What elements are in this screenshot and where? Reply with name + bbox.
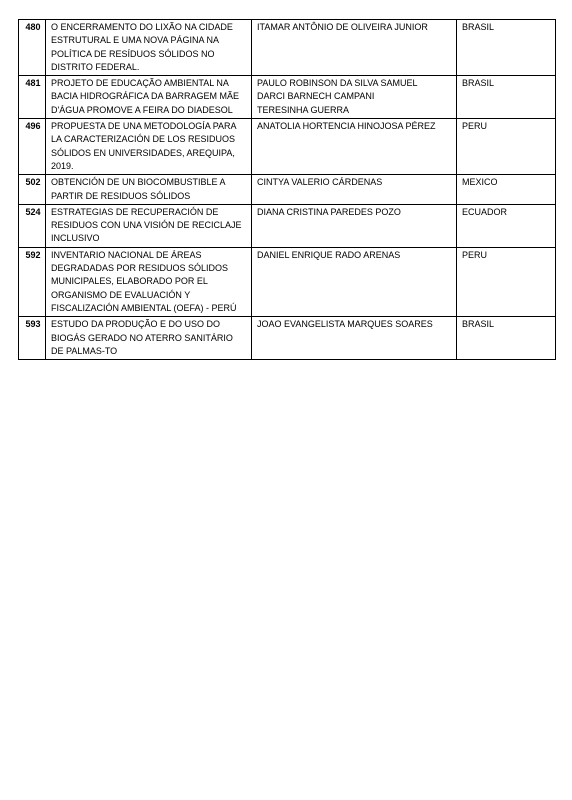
table-row — [19, 317, 556, 360]
paper-country: PERU — [457, 119, 556, 175]
paper-title: OBTENCIÓN DE UN BIOCOMBUSTIBLE A PARTIR DE RESIDUOS SÓLIDOS — [46, 175, 252, 205]
paper-title: PROJETO DE EDUCAÇÃO AMBIENTAL NA BACIA HIDROGRÁFICA DA BARRAGEM MÃE D'ÁGUA PROMOVE A FEIRA DO DIADESOL — [46, 76, 252, 119]
paper-id: 480 — [19, 20, 46, 76]
paper-id: 592 — [19, 247, 46, 316]
paper-country: ECUADOR — [457, 204, 556, 247]
table-row — [19, 20, 556, 76]
paper-country: MEXICO — [457, 175, 556, 205]
paper-authors: PAULO ROBINSON DA SILVA SAMUEL DARCI BARNECH CAMPANI TERESINHA GUERRA — [252, 76, 457, 119]
paper-id: 524 — [19, 204, 46, 247]
paper-authors: ANATOLIA HORTENCIA HINOJOSA PÉREZ — [252, 119, 457, 175]
paper-title: ESTUDO DA PRODUÇÃO E DO USO DO BIOGÁS GERADO NO ATERRO SANITÁRIO DE PALMAS-TO — [46, 317, 252, 360]
paper-title: O ENCERRAMENTO DO LIXÃO NA CIDADE ESTRUTURAL E UMA NOVA PÁGINA NA POLÍTICA DE RESÍDUOS SÓLIDOS NO DISTRITO FEDERAL. — [46, 20, 252, 76]
table-row — [19, 175, 556, 205]
paper-id: 593 — [19, 317, 46, 360]
paper-country: BRASIL — [457, 76, 556, 119]
paper-id: 502 — [19, 175, 46, 205]
paper-authors: ITAMAR ANTÔNIO DE OLIVEIRA JUNIOR — [252, 20, 457, 76]
paper-title: INVENTARIO NACIONAL DE ÁREAS DEGRADADAS POR RESIDUOS SÓLIDOS MUNICIPALES, ELABORADO POR EL ORGANISMO DE EVALUACIÓN Y FISCALIZACIÓN AMBIENTAL (OEFA) - PERÚ — [46, 247, 252, 316]
paper-title: PROPUESTA DE UNA METODOLOGÍA PARA LA CARACTERIZACIÓN DE LOS RESIDUOS SÓLIDOS EN UNIVERSIDADES, AREQUIPA, 2019. — [46, 119, 252, 175]
paper-authors: DANIEL ENRIQUE RADO ARENAS — [252, 247, 457, 316]
paper-authors: DIANA CRISTINA PAREDES POZO — [252, 204, 457, 247]
paper-id: 481 — [19, 76, 46, 119]
paper-title: ESTRATEGIAS DE RECUPERACIÓN DE RESIDUOS CON UNA VISIÓN DE RECICLAJE INCLUSIVO — [46, 204, 252, 247]
paper-id: 496 — [19, 119, 46, 175]
paper-country: BRASIL — [457, 317, 556, 360]
papers-table — [18, 19, 556, 360]
paper-country: PERU — [457, 247, 556, 316]
paper-authors: CINTYA VALERIO CÁRDENAS — [252, 175, 457, 205]
table-row — [19, 119, 556, 175]
paper-authors: JOAO EVANGELISTA MARQUES SOARES — [252, 317, 457, 360]
paper-country: BRASIL — [457, 20, 556, 76]
table-row — [19, 204, 556, 247]
table-row — [19, 247, 556, 316]
table-row — [19, 76, 556, 119]
